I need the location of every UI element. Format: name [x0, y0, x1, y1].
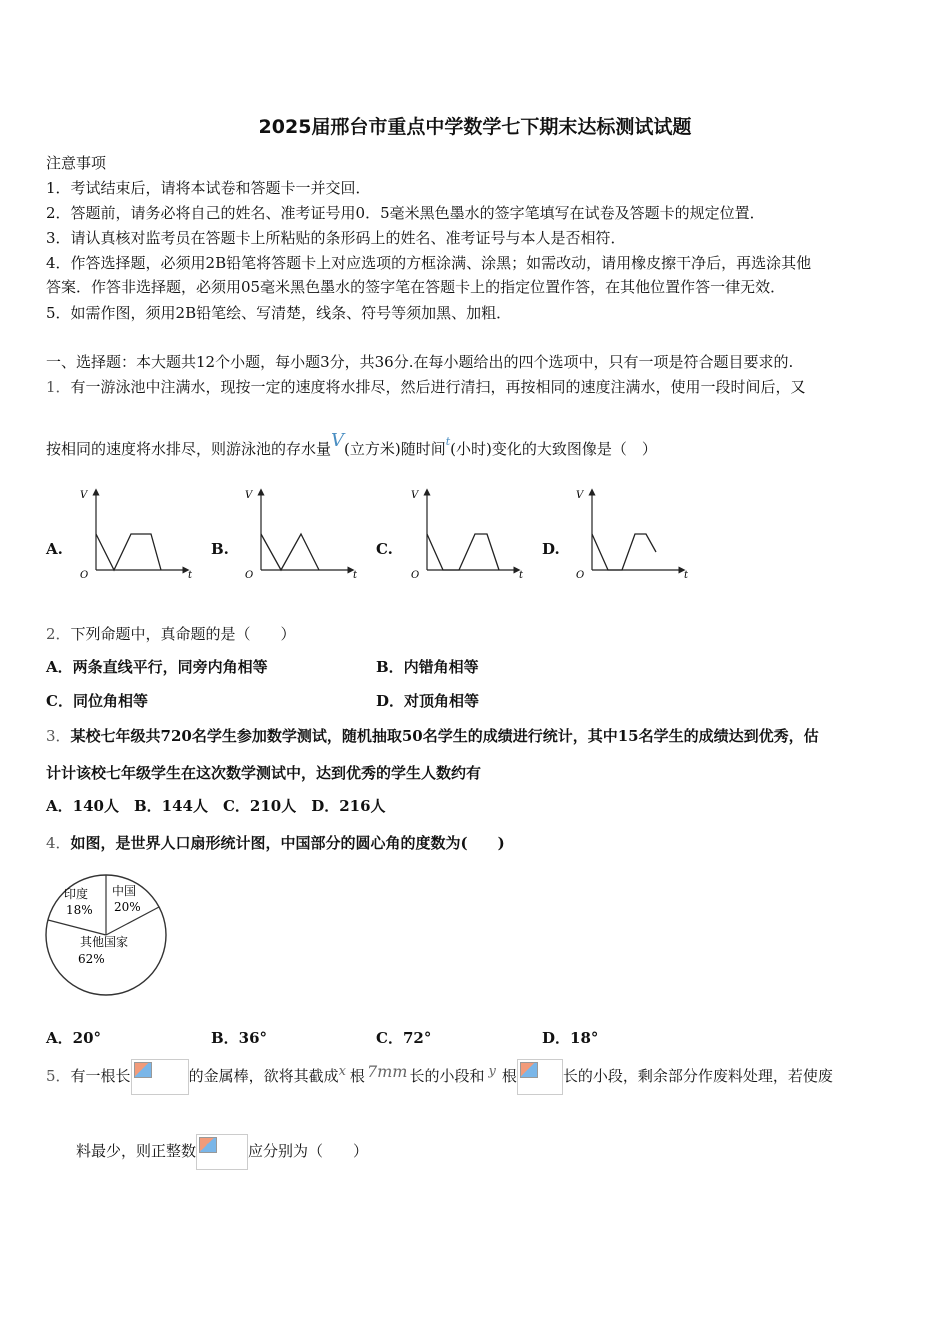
q3-options: A．140人 B．144人 C．210人 D．216人 [46, 797, 386, 815]
broken-image-icon [517, 1059, 563, 1095]
axis-label-v: V [576, 490, 584, 501]
q2-option-d: D．对顶角相等 [376, 692, 480, 710]
question-text: 有一根长 [70, 1067, 131, 1085]
graph-option-c [407, 486, 527, 584]
notice-item: 1．考试结束后，请将本试卷和答题卡一并交回． [46, 179, 371, 197]
question-text: 如图，是世界人口扇形统计图，中国部分的圆心角的度数为( ) [70, 834, 505, 852]
question-5-line2 [76, 1131, 368, 1171]
axis-label-o: O [80, 570, 89, 581]
question-number: 5． [46, 1067, 71, 1085]
question-text: (立方米)随时间 [344, 440, 446, 458]
question-text: 根 [349, 1067, 365, 1085]
question-3-line2: 计计该校七年级学生在这次数学测试中，达到优秀的学生人数约有 [46, 764, 482, 782]
pie-label-other: 其他国家 [80, 935, 129, 949]
section-heading: 一、选择题：本大题共12个小题，每小题3分，共36分.在每小题给出的四个选项中，只有一项是符合题目要求的. [46, 353, 794, 371]
question-2 [46, 623, 296, 644]
pie-label-india: 印度 [64, 887, 89, 901]
question-text: 的金属棒，欲将其截成 [188, 1067, 339, 1085]
axis-label-v: V [411, 490, 419, 501]
question-text: (小时)变化的大致图像是（ ） [450, 440, 657, 458]
axis-label-o: O [411, 570, 420, 581]
measure-7mm: 7mm [366, 1062, 408, 1081]
notice-item: 5．如需作图，须用2B铅笔绘、写清楚，线条、符号等须加黑、加粗． [46, 304, 512, 322]
question-text: 下列命题中，真命题的是（ ） [70, 625, 296, 643]
question-1-line1 [46, 376, 806, 397]
option-c-label: C. [376, 540, 393, 558]
graph-line [427, 534, 499, 570]
q2-option-b: B．内错角相等 [376, 658, 479, 676]
graph-line [592, 534, 656, 570]
question-number: 3． [46, 727, 71, 745]
broken-image-icon [196, 1134, 248, 1170]
axis-label-t: t [353, 570, 358, 581]
variable-t: t [445, 435, 451, 448]
notice-item: 3．请认真核对监考员在答题卡上所粘贴的条形码上的姓名、准考证号与本人是否相符． [46, 229, 626, 247]
graph-option-b [241, 486, 361, 584]
axis-label-t: t [684, 570, 689, 581]
pie-label-china: 中国 [112, 884, 137, 898]
graph-line [261, 534, 319, 570]
question-text: 长的小段和 [409, 1067, 485, 1085]
question-1-line2 [46, 430, 657, 459]
page-title: 2025届邢台市重点中学数学七下期末达标测试试题 [258, 116, 692, 138]
question-text: 料最少，则正整数 [76, 1142, 197, 1160]
broken-image-icon [131, 1059, 189, 1095]
option-a-label: A. [46, 540, 63, 558]
pie-pct-china: 20% [114, 900, 141, 914]
graph-line [96, 534, 161, 570]
question-text: 根 [501, 1067, 517, 1085]
q4-option-d: D．18° [542, 1029, 599, 1047]
pie-pct-other: 62% [78, 952, 105, 966]
option-b-label: B. [211, 540, 229, 558]
axis-label-v: V [245, 490, 253, 501]
question-text: 某校七年级共720名学生参加数学测试，随机抽取50名学生的成绩进行统计，其中15名学生的成绩达到优秀，估 [70, 727, 819, 745]
q4-option-a: A．20° [46, 1029, 102, 1047]
question-number: 1． [46, 378, 71, 396]
axis-label-t: t [188, 570, 193, 581]
q2-option-c: C．同位角相等 [46, 692, 148, 710]
notice-heading: 注意事项 [46, 154, 107, 172]
question-4 [46, 832, 505, 853]
q2-option-a: A．两条直线平行，同旁内角相等 [46, 658, 268, 676]
notice-item: 答案．作答非选择题，必须用05毫米黑色墨水的签字笔在答题卡上的指定位置作答，在其他位置作答一律无效． [46, 278, 786, 296]
variable-x: x [338, 1064, 346, 1079]
world-population-pie-chart [40, 868, 175, 1003]
pie-pct-india: 18% [66, 903, 93, 917]
axis-label-o: O [245, 570, 254, 581]
graph-option-a [76, 486, 196, 584]
option-d-label: D. [542, 540, 560, 558]
notice-item: 4．作答选择题，必须用2B铅笔将答题卡上对应选项的方框涂满、涂黑；如需改动，请用橡皮擦干净后，再选涂其他 [46, 254, 812, 272]
q4-option-b: B．36° [211, 1029, 268, 1047]
q4-option-c: C．72° [376, 1029, 432, 1047]
axis-label-t: t [519, 570, 524, 581]
question-number: 2． [46, 625, 71, 643]
question-text: 长的小段，剩余部分作废料处理，若使废 [562, 1067, 833, 1085]
variable-y: y [488, 1064, 496, 1079]
axis-label-o: O [576, 570, 585, 581]
question-text: 按相同的速度将水排尽，则游泳池的存水量 [46, 440, 332, 458]
variable-v: V [331, 430, 345, 451]
question-text: 应分别为（ ） [248, 1142, 369, 1160]
question-5-line1 [46, 1056, 833, 1096]
graph-option-d [572, 486, 692, 584]
question-text: 有一游泳池中注满水，现按一定的速度将水排尽，然后进行清扫，再按相同的速度注满水，使用一段时间后，又 [70, 378, 806, 396]
notice-item: 2．答题前，请务必将自己的姓名、准考证号用0．5毫米黑色墨水的签字笔填写在试卷及答题卡的规定位置． [46, 204, 765, 222]
question-3-line1 [46, 725, 819, 746]
axis-label-v: V [80, 490, 88, 501]
question-number: 4． [46, 834, 71, 852]
